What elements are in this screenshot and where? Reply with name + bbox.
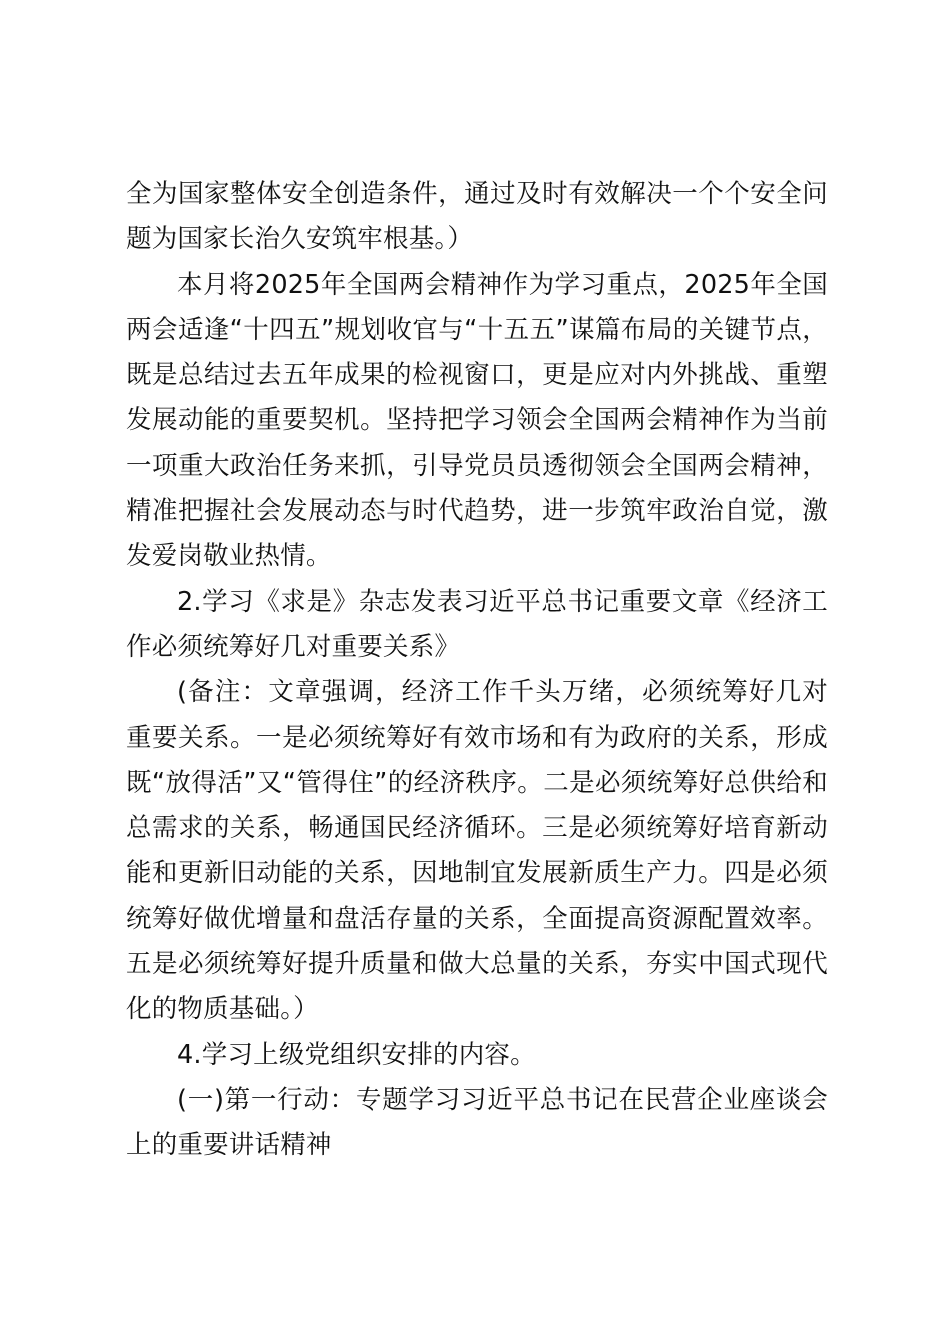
paragraph-two-sessions: 本月将2025年全国两会精神作为学习重点，2025年全国两会适逢“十四五”规划收官与“十五五”谋篇布局的关键节点，既是总结过去五年成果的检视窗口，更是应对内外挑战、重塑发展动能的重要契机。坚持把学习领会全国两会精神作为当前一项重大政治任务来抓，引导党员员透彻领会全国两会精神，精准把握社会发展动态与时代趋势，进一步筑牢政治自觉，激发爱岗敬业热情。 <box>126 269 828 572</box>
document-body <box>126 172 828 1169</box>
paragraph-item-4-heading: 4.学习上级党组织安排的内容。 <box>177 1039 536 1070</box>
paragraph-continuation: 全为国家整体安全创造条件，通过及时有效解决一个个安全问题为国家长治久安筑牢根基。） <box>126 179 828 255</box>
paragraph-first-action: (一)第一行动：专题学习习近平总书记在民营企业座谈会上的重要讲话精神 <box>126 1084 828 1161</box>
paragraph-item-2-heading: 2.学习《求是》杂志发表习近平总书记重要文章《经济工作必须统筹好几对重要关系》 <box>126 586 828 662</box>
paragraph-remarks: (备注：文章强调，经济工作千头万绪，必须统筹好几对重要关系。一是必须统筹好有效市场和有为政府的关系，形成既“放得活”又“管得住”的经济秩序。二是必须统筹好总供给和总需求的关系，畅通国民经济循环。三是必须统筹好培育新动能和更新旧动能的关系，因地制宜发展新质生产力。四是必须统筹好做优增量和盘活存量的关系，全面提高资源配置效率。五是必须统筹好提升质量和做大总量的关系，夯实中国式现代化的物质基础。） <box>126 677 828 1025</box>
